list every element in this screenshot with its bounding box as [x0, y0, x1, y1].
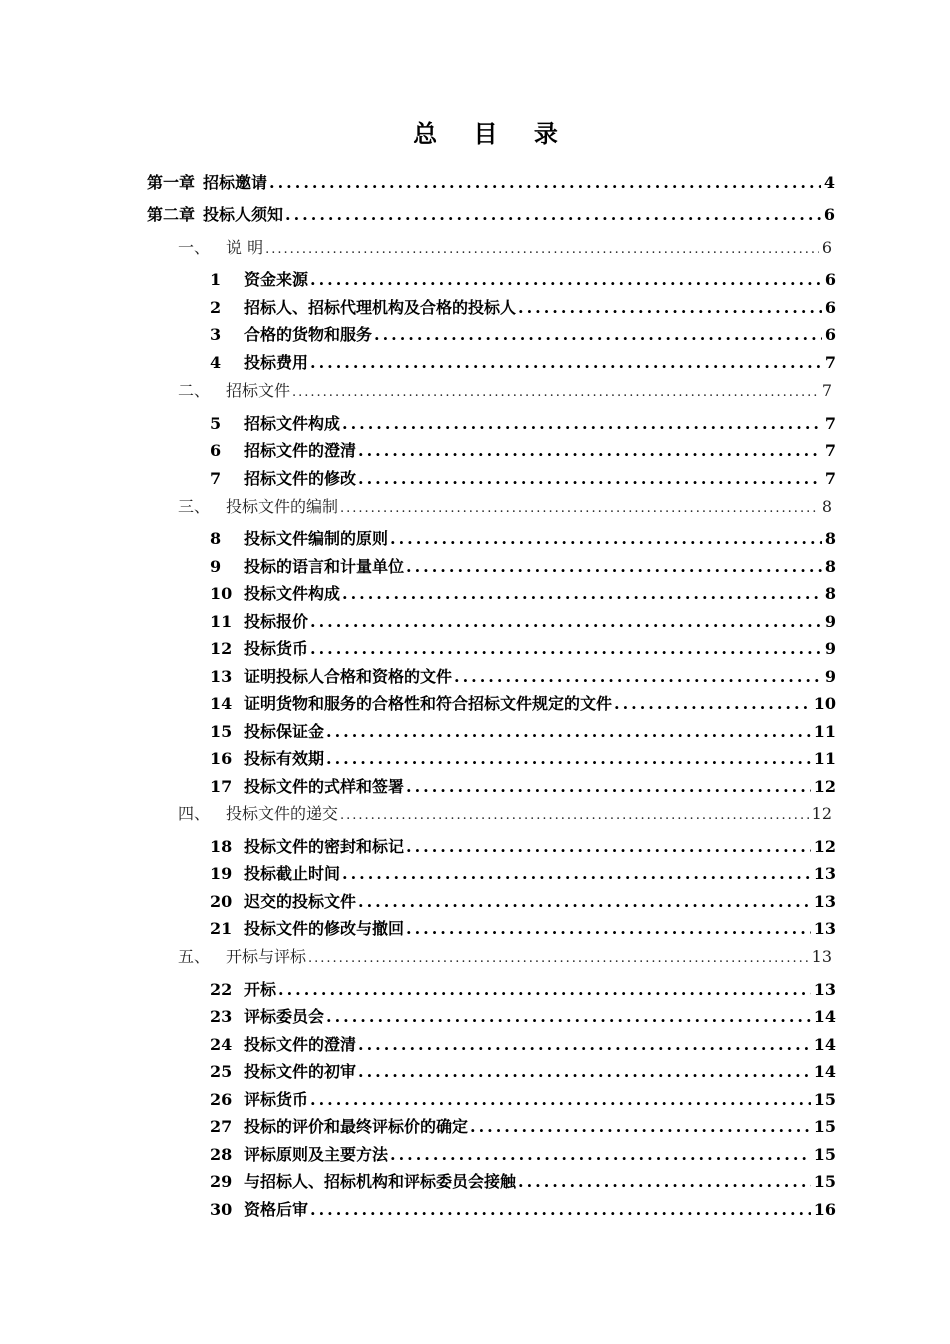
- toc-entry-title: 投标保证金: [244, 722, 325, 741]
- toc-page-number: 16: [813, 1200, 836, 1219]
- toc-entry-number: 12: [210, 639, 233, 658]
- toc-page-number: 12: [813, 837, 836, 856]
- toc-entry-title: 招标文件构成: [244, 414, 341, 433]
- toc-entry-title: 招标文件的修改: [244, 469, 357, 488]
- toc-dot-leader: [269, 171, 821, 195]
- toc-dot-leader: [340, 497, 819, 519]
- toc-section-entry[interactable]: [178, 236, 832, 260]
- toc-entry-number: 16: [210, 749, 233, 768]
- toc-entry-number: 28: [210, 1145, 233, 1164]
- toc-section-entry[interactable]: [178, 802, 832, 826]
- toc-dot-leader: [614, 692, 811, 716]
- toc-entry-title: 招标文件: [226, 381, 291, 400]
- toc-entry-title: 投标的语言和计量单位: [244, 557, 405, 576]
- toc-entry-number: 26: [210, 1090, 233, 1109]
- toc-page-number: 6: [824, 270, 836, 289]
- toc-item-entry[interactable]: [210, 835, 836, 859]
- toc-dot-leader: [285, 203, 821, 227]
- toc-page-number: 14: [813, 1035, 836, 1054]
- toc-entry-number: 24: [210, 1035, 233, 1054]
- toc-dot-leader: [358, 467, 822, 491]
- toc-dot-leader: [310, 610, 822, 634]
- toc-page-number: 11: [813, 722, 836, 741]
- toc-dot-leader: [390, 1143, 811, 1167]
- toc-item-entry[interactable]: [210, 323, 836, 347]
- toc-item-entry[interactable]: [210, 890, 836, 914]
- toc-item-entry[interactable]: [210, 1005, 836, 1029]
- toc-page-number: 8: [824, 584, 836, 603]
- toc-item-entry[interactable]: [210, 1170, 836, 1194]
- toc-entry-number: 第二章: [147, 205, 196, 224]
- toc-dot-leader: [292, 381, 819, 403]
- toc-entry-title: 投标截止时间: [244, 864, 341, 883]
- toc-page-number: 12: [811, 804, 832, 823]
- toc-entry-title: 投标文件的式样和签署: [244, 777, 405, 796]
- toc-dot-leader: [470, 1115, 811, 1139]
- toc-dot-leader: [406, 555, 822, 579]
- toc-entry-title: 招标文件的澄清: [244, 441, 357, 460]
- page-title: 总 目 录: [413, 119, 572, 148]
- toc-entry-number: 一、: [178, 238, 211, 257]
- toc-entry-number: 13: [210, 667, 233, 686]
- toc-dot-leader: [454, 665, 822, 689]
- toc-dot-leader: [342, 582, 822, 606]
- toc-page-number: 9: [824, 612, 836, 631]
- toc-dot-leader: [518, 1170, 811, 1194]
- toc-dot-leader: [326, 1005, 811, 1029]
- toc-entry-title: 与招标人、招标机构和评标委员会接触: [244, 1172, 517, 1191]
- toc-page-number: 6: [821, 238, 832, 257]
- toc-dot-leader: [308, 947, 809, 969]
- toc-entry-title: 资金来源: [244, 270, 309, 289]
- toc-page-number: 12: [813, 777, 836, 796]
- toc-dot-leader: [310, 1198, 811, 1222]
- toc-page-number: 6: [823, 205, 835, 224]
- toc-entry-title: 投标文件的编制: [226, 497, 339, 516]
- toc-entry-number: 25: [210, 1062, 233, 1081]
- toc-entry-number: 10: [210, 584, 233, 603]
- toc-item-entry[interactable]: [210, 268, 836, 292]
- toc-dot-leader: [406, 835, 811, 859]
- toc-entry-number: 19: [210, 864, 233, 883]
- toc-item-entry[interactable]: [210, 467, 836, 491]
- toc-entry-title: 投标文件的修改与撤回: [244, 919, 405, 938]
- toc-page-number: 13: [811, 947, 832, 966]
- toc-page-number: 7: [824, 353, 836, 372]
- toc-entry-title: 投标文件的初审: [244, 1062, 357, 1081]
- toc-entry-title: 评标原则及主要方法: [244, 1145, 389, 1164]
- toc-dot-leader: [406, 917, 811, 941]
- toc-page-number: 8: [824, 529, 836, 548]
- toc-page-number: 14: [813, 1062, 836, 1081]
- toc-dot-leader: [406, 775, 811, 799]
- toc-item-entry[interactable]: [210, 637, 836, 661]
- toc-entry-title: 评标委员会: [244, 1007, 325, 1026]
- toc-entry-number: 2: [210, 298, 222, 317]
- toc-page-number: 11: [813, 749, 836, 768]
- toc-entry-title: 评标货币: [244, 1090, 309, 1109]
- toc-entry-number: 23: [210, 1007, 233, 1026]
- toc-entry-number: 1: [210, 270, 222, 289]
- toc-dot-leader: [310, 268, 822, 292]
- toc-page-number: 13: [813, 864, 836, 883]
- toc-entry-number: 5: [210, 414, 222, 433]
- toc-page-number: 15: [813, 1090, 836, 1109]
- toc-entry-number: 8: [210, 529, 222, 548]
- toc-entry-title: 开标: [244, 980, 277, 999]
- toc-page-number: 15: [813, 1172, 836, 1191]
- toc-item-entry[interactable]: [210, 692, 836, 716]
- toc-item-entry[interactable]: [210, 296, 836, 320]
- toc-page-number: 6: [824, 298, 836, 317]
- toc-item-entry[interactable]: [210, 1033, 836, 1057]
- toc-entry-title: 投标报价: [244, 612, 309, 631]
- toc-entry-number: 9: [210, 557, 222, 576]
- toc-item-entry[interactable]: [210, 978, 836, 1002]
- toc-dot-leader: [374, 323, 822, 347]
- toc-entry-title: 证明投标人合格和资格的文件: [244, 667, 453, 686]
- toc-entry-number: 15: [210, 722, 233, 741]
- toc-section-entry[interactable]: [178, 495, 832, 519]
- toc-dot-leader: [518, 296, 822, 320]
- toc-page-number: 9: [824, 639, 836, 658]
- toc-item-entry[interactable]: [210, 1198, 836, 1222]
- toc-page-number: 7: [824, 414, 836, 433]
- toc-page-number: 9: [824, 667, 836, 686]
- toc-item-entry[interactable]: [210, 1088, 836, 1112]
- toc-page-number: 13: [813, 980, 836, 999]
- toc-dot-leader: [340, 804, 809, 826]
- toc-entry-number: 14: [210, 694, 233, 713]
- toc-entry-number: 五、: [178, 947, 211, 966]
- toc-entry-title: 投标文件的澄清: [244, 1035, 357, 1054]
- toc-dot-leader: [278, 978, 811, 1002]
- toc-entry-title: 招标人、招标代理机构及合格的投标人: [244, 298, 517, 317]
- toc-entry-title: 投标货币: [244, 639, 309, 658]
- toc-page-number: 15: [813, 1145, 836, 1164]
- toc-item-entry[interactable]: [210, 665, 836, 689]
- toc-page-number: 6: [824, 325, 836, 344]
- toc-entry-number: 30: [210, 1200, 233, 1219]
- toc-entry-title: 投标费用: [244, 353, 309, 372]
- toc-entry-number: 27: [210, 1117, 233, 1136]
- toc-entry-number: 4: [210, 353, 222, 372]
- toc-item-entry[interactable]: [210, 527, 836, 551]
- toc-item-entry[interactable]: [210, 747, 836, 771]
- toc-item-entry[interactable]: [210, 917, 836, 941]
- toc-entry-number: 三、: [178, 497, 211, 516]
- toc-entry-title: 迟交的投标文件: [244, 892, 357, 911]
- toc-entry-title: 投标文件编制的原则: [244, 529, 389, 548]
- toc-entry-number: 二、: [178, 381, 211, 400]
- toc-entry-title: 投标文件构成: [244, 584, 341, 603]
- toc-page-number: 4: [823, 173, 835, 192]
- toc-entry-number: 第一章: [147, 173, 196, 192]
- toc-entry-number: 11: [210, 612, 233, 631]
- toc-entry-number: 四、: [178, 804, 211, 823]
- toc-entry-number: 22: [210, 980, 233, 999]
- toc-dot-leader: [342, 862, 811, 886]
- toc-page-number: 7: [824, 469, 836, 488]
- toc-entry-title: 投标文件的递交: [226, 804, 339, 823]
- toc-page-number: 15: [813, 1117, 836, 1136]
- toc-dot-leader: [358, 1060, 811, 1084]
- toc-chapter-entry[interactable]: [147, 171, 835, 195]
- toc-section-entry[interactable]: [178, 945, 832, 969]
- toc-page-number: 8: [821, 497, 832, 516]
- toc-page-number: 10: [813, 694, 836, 713]
- toc-page-number: 14: [813, 1007, 836, 1026]
- toc-page-number: 7: [824, 441, 836, 460]
- toc-dot-leader: [326, 720, 811, 744]
- toc-item-entry[interactable]: [210, 582, 836, 606]
- toc-entry-title: 说 明: [226, 238, 264, 257]
- toc-entry-number: 18: [210, 837, 233, 856]
- toc-dot-leader: [310, 637, 822, 661]
- toc-dot-leader: [358, 1033, 811, 1057]
- toc-dot-leader: [310, 351, 822, 375]
- toc-entry-number: 7: [210, 469, 222, 488]
- toc-chapter-entry[interactable]: [147, 203, 835, 227]
- toc-entry-title: 投标的评价和最终评标价的确定: [244, 1117, 469, 1136]
- toc-dot-leader: [310, 1088, 811, 1112]
- toc-dot-leader: [326, 747, 811, 771]
- toc-dot-leader: [358, 439, 822, 463]
- toc-entry-number: 20: [210, 892, 233, 911]
- toc-item-entry[interactable]: [210, 610, 836, 634]
- toc-item-entry[interactable]: [210, 775, 836, 799]
- toc-dot-leader: [358, 890, 811, 914]
- toc-item-entry[interactable]: [210, 555, 836, 579]
- toc-entry-title: 资格后审: [244, 1200, 309, 1219]
- toc-entry-number: 29: [210, 1172, 233, 1191]
- toc-entry-title: 招标邀请: [203, 173, 268, 192]
- toc-entry-title: 开标与评标: [226, 947, 307, 966]
- toc-entry-title: 投标人须知: [203, 205, 284, 224]
- toc-entry-title: 投标有效期: [244, 749, 325, 768]
- toc-entry-title: 合格的货物和服务: [244, 325, 373, 344]
- toc-item-entry[interactable]: [210, 862, 836, 886]
- toc-dot-leader: [390, 527, 822, 551]
- toc-dot-leader: [342, 412, 822, 436]
- toc-item-entry[interactable]: [210, 1143, 836, 1167]
- toc-item-entry[interactable]: [210, 351, 836, 375]
- toc-page-number: 8: [824, 557, 836, 576]
- toc-entry-title: 证明货物和服务的合格性和符合招标文件规定的文件: [244, 694, 613, 713]
- toc-entry-number: 21: [210, 919, 233, 938]
- toc-entry-title: 投标文件的密封和标记: [244, 837, 405, 856]
- toc-dot-leader: [265, 238, 819, 260]
- toc-item-entry[interactable]: [210, 1060, 836, 1084]
- toc-page-number: 7: [821, 381, 832, 400]
- toc-page-number: 13: [813, 892, 836, 911]
- toc-item-entry[interactable]: [210, 720, 836, 744]
- toc-entry-number: 3: [210, 325, 222, 344]
- toc-entry-number: 17: [210, 777, 233, 796]
- toc-item-entry[interactable]: [210, 1115, 836, 1139]
- toc-page-number: 13: [813, 919, 836, 938]
- toc-item-entry[interactable]: [210, 412, 836, 436]
- toc-section-entry[interactable]: [178, 379, 832, 403]
- toc-item-entry[interactable]: [210, 439, 836, 463]
- toc-entry-number: 6: [210, 441, 222, 460]
